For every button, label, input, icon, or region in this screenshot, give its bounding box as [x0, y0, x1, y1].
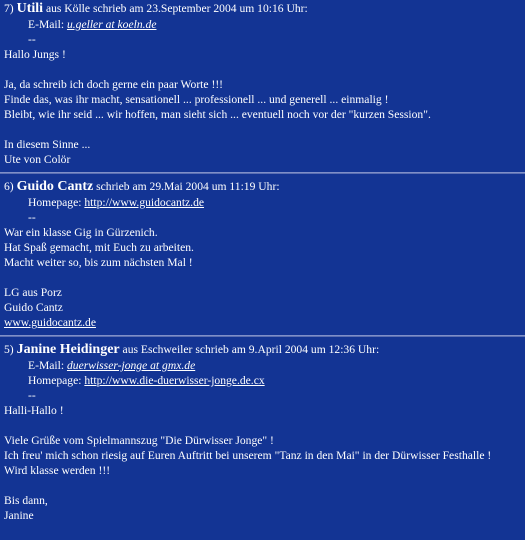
entry-number: 6) — [4, 180, 14, 193]
message-line: Bleibt, wie ihr seid ... wir hoffen, man sieht sich ... eventuell noch vor der "kurzen Session". — [4, 108, 431, 121]
separator-dashes: -- — [28, 211, 36, 224]
message-line: Hallo Jungs ! — [4, 48, 66, 61]
homepage-link[interactable]: http://www.die-duerwisser-jonge.de.cx — [84, 374, 265, 387]
entry-header — [4, 1, 521, 17]
message-line: War ein klasse Gig in Gürzenich. — [4, 226, 158, 239]
entry-divider — [0, 335, 525, 337]
message-line: Halli-Hallo ! — [4, 404, 64, 417]
author-location: aus Eschweiler — [122, 343, 193, 356]
email-label: E-Mail: — [28, 18, 65, 31]
message-blank-line — [4, 122, 521, 137]
message-line: Ute von Colör — [4, 153, 71, 166]
entry-message — [4, 47, 521, 167]
author-name: Janine Heidinger — [16, 342, 120, 357]
guestbook-entry — [4, 341, 521, 523]
entry-contact — [4, 358, 521, 403]
email-link[interactable]: duerwisser-jonge at gmx.de — [66, 359, 196, 372]
author-location: aus Kölle — [45, 2, 91, 15]
message-website-link[interactable]: www.guidocantz.de — [4, 316, 96, 329]
homepage-link[interactable]: http://www.guidocantz.de — [84, 196, 205, 209]
message-line: Ich freu' mich schon riesig auf Euren Auftritt bei unserem "Tanz in den Mai" in der Dürwisser Festhalle ! — [4, 449, 492, 462]
message-line: Macht weiter so, bis zum nächsten Mal ! — [4, 256, 193, 269]
guestbook-entry — [4, 178, 521, 330]
entry-number: 5) — [4, 343, 14, 356]
message-blank-line — [4, 418, 521, 433]
entry-contact — [4, 17, 521, 47]
message-line: Bis dann, — [4, 494, 48, 507]
message-line: Viele Grüße vom Spielmannszug "Die Dürwisser Jonge" ! — [4, 434, 274, 447]
message-line: Hat Spaß gemacht, mit Euch zu arbeiten. — [4, 241, 194, 254]
author-name: Guido Cantz — [16, 179, 94, 194]
entry-header — [4, 179, 521, 195]
separator-dashes: -- — [28, 389, 36, 402]
entry-date: schrieb am 29.Mai 2004 um 11:19 Uhr: — [96, 180, 280, 193]
message-line: Finde das, was ihr macht, sensationell ... professionell ... und generell ... einmalig ! — [4, 93, 389, 106]
entry-header — [4, 342, 521, 358]
entry-contact — [4, 195, 521, 225]
message-blank-line — [4, 270, 521, 285]
guestbook-entry — [4, 0, 521, 167]
author-name: Utili — [16, 1, 44, 16]
separator-dashes: -- — [28, 33, 36, 46]
message-line: Wird klasse werden !!! — [4, 464, 111, 477]
entry-number: 7) — [4, 2, 14, 15]
entry-divider — [0, 172, 525, 174]
message-blank-line — [4, 62, 521, 77]
message-blank-line — [4, 478, 521, 493]
homepage-label: Homepage: — [28, 196, 82, 209]
message-line: Guido Cantz — [4, 301, 63, 314]
homepage-label: Homepage: — [28, 374, 82, 387]
message-line: Janine — [4, 509, 34, 522]
entry-date: schrieb am 9.April 2004 um 12:36 Uhr: — [195, 343, 380, 356]
message-line: LG aus Porz — [4, 286, 62, 299]
entry-date: schrieb am 23.September 2004 um 10:16 Uhr: — [92, 2, 308, 15]
entry-message — [4, 225, 521, 330]
message-line: In diesem Sinne ... — [4, 138, 91, 151]
entry-message — [4, 403, 521, 523]
email-link[interactable]: u.geller at koeln.de — [66, 18, 157, 31]
message-line: Ja, da schreib ich doch gerne ein paar Worte !!! — [4, 78, 224, 91]
email-label: E-Mail: — [28, 359, 65, 372]
